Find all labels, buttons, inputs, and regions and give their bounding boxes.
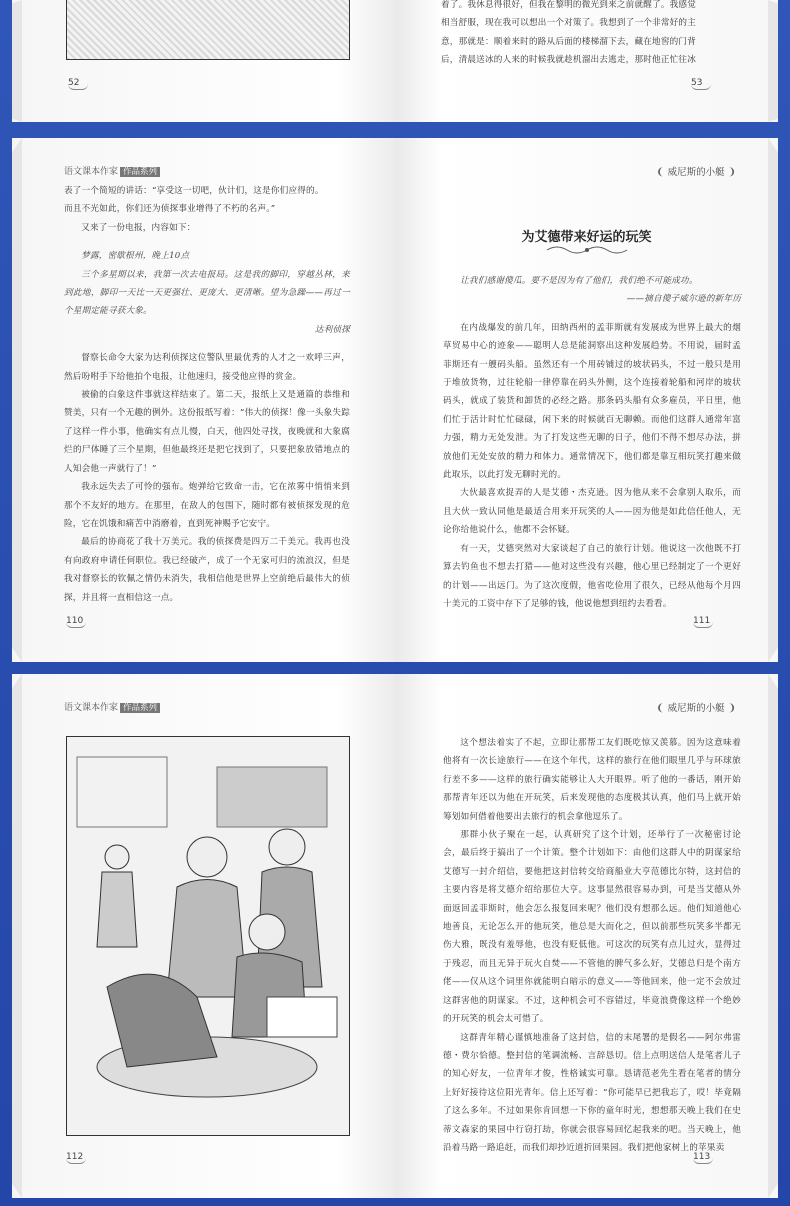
paragraph: 在内战爆发的前几年，田纳西州的孟菲斯就有发展成为世界上最大的烟草贸易中心的迹象——聪明人总是能洞察出这种发展趋势。不用说，届时孟菲斯还有一艘码头船。虽然还有一个用砖铺过的坡状码头，不过一般只是用于堆放货物，过往轮船一律停靠在码头外侧，这个连接着轮船和河岸的坡状码头，就成了装货和卸货的必经之路。那条码头船有众多雇员，平日里，他们忙于活计时忙忙碌碌，闲下来的时候就百无聊赖。而他们这群人通常年富力强，精力无处发泄。为了打发这些无聊的日子，他们不得不想尽办法，拼放他们无处安放的精力和体力。通常情况下，他们都是靠互相玩笑打趣来做此取乐，以此打发无聊时光的。 xyxy=(443,322,741,481)
page-edge xyxy=(768,674,778,1198)
series-name: 语文课本作家 xyxy=(64,703,119,713)
text-line: 而且不光如此，你们还为侦探事业增得了不朽的名声。” xyxy=(64,204,276,215)
paragraph: 有一天，艾德突然对大家谈起了自己的旅行计划。他说这一次他既不打算去钓鱼也不想去打猎——他对这些没有兴趣，他心里已经制定了一个更好的计划——出远门。为了这次度假，他省吃俭用了很久，已经从他每个月四十美元的工资中存下了足够的钱，他说他想到纽约去看看。 xyxy=(443,543,741,609)
ornament-icon: ❩ xyxy=(727,703,736,714)
book-spread-1 xyxy=(12,0,778,122)
paragraph: 督察长命令大家为达利侦探这位警队里最优秀的人才之一欢呼三声，然后吩咐手下给他拍个电报，让他速归，接受他应得的赏金。 xyxy=(64,353,350,382)
book-spread-3 xyxy=(12,674,778,1198)
running-header xyxy=(64,164,160,177)
text-line: 相当舒服，现在我可以想出一个对策了。我想到了一个非常好的主 xyxy=(441,18,697,29)
page-edge xyxy=(768,0,778,122)
page-edge xyxy=(12,0,22,122)
sketch-figures xyxy=(67,737,349,1135)
body-text xyxy=(64,182,350,607)
series-name: 语文课本作家 xyxy=(64,167,119,177)
page-113 xyxy=(395,674,778,1198)
telegram-intro: 又来了一份电报，内容如下： xyxy=(81,222,196,233)
page-number: 110 xyxy=(66,616,86,628)
page-53 xyxy=(395,0,778,122)
page-number: 111 xyxy=(693,616,713,628)
paragraph: 那群小伙子聚在一起，认真研究了这个计划，还举行了一次秘密讨论会，最后终于搞出了一个计策。整个计划如下：由他们这群人中的阴谋家给艾德写一封介绍信，要他把这封信转交给商船业大亨范德比尔特，这封信的主要内容是将艾德介绍给那位大亨。这事显然很容易办到，可是当艾德从外面返回孟菲斯时，他会怎么报复回来呢？他们没有想那么远。他们知道他心地善良，无论怎么开的他玩笑，他总是大而化之，但以前那些玩笑多半都无伤大雅，既没有羞辱他，也没有贬低他。可这次的玩笑有点儿过火，显得过于残忍，而且无异于玩火自焚——不管他的脾气多么好，艾德总归是个南方佬——仅从这个词里你就能明白暗示的意义——等他回来，他一定不会放过这群害他的阴谋家。不过，这种机会可不容错过，毕竟浪费像这样一个绝妙的开玩笑的机会太可惜了。 xyxy=(443,830,741,1025)
page-edge xyxy=(12,138,22,662)
book-spread-2 xyxy=(12,138,778,662)
telegram-heading: 梦露，密歇根州，晚上10点 xyxy=(81,251,190,262)
telegram-body: 三个多星期以来，我第一次去电报局。这是我的脚印，穿越丛林，来到此地，脚印一天比一天更强壮、更庞大、更清晰。望为急躁——再过一个星期定能寻获大象。 xyxy=(64,269,350,317)
chapter-title: 为艾德带来好运的玩笑 xyxy=(521,230,652,245)
text-line: 意，那就是：顺着来时的路从后面的楼梯溜下去，藏在地窖的门背 xyxy=(441,36,697,47)
body-text xyxy=(443,734,741,1157)
page-number: 113 xyxy=(693,1152,713,1164)
running-header xyxy=(656,700,736,714)
paragraph: 这个想法着实了不起，立即让那帮工友们既吃惊又羡慕。因为这意味着他将有一次长途旅行——在这个年代，这样的旅行在他们眼里几乎与环球旅行差不多——这样的旅行确实能够让人大开眼界。听了他的一番话，刚开始那帮青年还以为他在开玩笑，后来发现他的态度极其认真，他们马上就开始筹划如何借着他要出去旅行的机会拿他逗乐了。 xyxy=(443,738,741,822)
page-52 xyxy=(12,0,395,122)
ornament-icon: ❨ xyxy=(656,703,665,714)
illustration-bottom-crop xyxy=(66,0,350,60)
body-text xyxy=(443,272,741,613)
page-number: 52 xyxy=(68,78,88,90)
page-edge xyxy=(768,138,778,662)
paragraph: 我永远失去了可怜的强布。炮弹给它致命一击，它在浓雾中悄悄来到那个不友好的地方。在那里，在敌人的包围下，随时都有被侦探发现的危险，它在饥饿和痛苦中消磨着，直到死神赐予它安宁。 xyxy=(64,482,350,529)
book-title: 威尼斯的小艇 xyxy=(667,167,725,178)
ornament-icon: ❩ xyxy=(727,167,736,178)
text-line: 着了。我休息得很好，但我在黎明的微光到来之前就醒了。我感觉 xyxy=(441,0,697,10)
paragraph: 被偷的白象这件事就这样结束了。第二天，报纸上又是通篇的恭维和赞美，只有一个无趣的例外。这份报纸写着：“伟大的侦探！像一头象失踪了这样一件小事，他确实有点儿慢，白天，他四处寻找，夜晚就和大象腐烂的尸体睡了三个星期，但他最终还是把它找到了，只要把象放错地点的人知会他一声就行了！” xyxy=(64,390,350,474)
epigraph-source: ——摘自傻子威尔逊的新年历 xyxy=(626,294,741,305)
telegram-signature: 达利侦探 xyxy=(314,324,350,335)
series-tag: 作品系列 xyxy=(120,703,160,713)
epigraph: 让我们感谢傻瓜。要不是因为有了他们，我们绝不可能成功。 xyxy=(460,276,698,286)
paragraph: 最后的协商花了我十万美元。我的侦探费是四万二千美元。我再也没有向政府申请任何职位。我已经破产，成了一个无家可归的流浪汉，但是我对督察长的钦佩之情仍未消失，我相信他是世界上空前绝后最伟大的侦探，并且将一直相信这一点。 xyxy=(64,537,350,603)
running-header xyxy=(656,164,736,178)
series-tag: 作品系列 xyxy=(120,167,160,177)
page-edge xyxy=(12,674,22,1198)
page-number: 53 xyxy=(691,78,711,90)
page-110 xyxy=(12,138,395,662)
page-112 xyxy=(12,674,395,1198)
running-header xyxy=(64,700,160,713)
ornament-icon: ❨ xyxy=(656,167,665,178)
flourish-icon xyxy=(545,244,629,256)
paragraph: 大伙最喜欢捉弄的人是艾德・杰克逊。因为他从来不会拿别人取乐，而且大伙一致认同他是最适合用来开玩笑的人——因为他是如此信任他人，无论你给他说什么，他都不会怀疑。 xyxy=(443,488,741,536)
text-line: 后，清晨送冰的人来的时候我就趁机溜出去逃走，那时他正忙往冰 xyxy=(441,55,697,66)
text-line: 表了一个简短的讲话：“享受这一切吧，伙计们，这是你们应得的。 xyxy=(64,186,324,196)
page-number: 112 xyxy=(66,1152,86,1164)
book-title: 威尼斯的小艇 xyxy=(667,703,725,714)
illustration-office-scene xyxy=(66,736,350,1136)
body-text xyxy=(441,0,739,70)
page-111 xyxy=(395,138,778,662)
paragraph: 这群青年精心谨慎地准备了这封信，信的末尾署的是假名——阿尔弗雷德・费尔恰德。整封信的笔调流畅、言辞恳切。信上点明送信人是笔者儿子的知心好友，一位青年才俊，性格诚实可靠。恳请范老先生看在笔者的情分上好好接待这位阳光青年。信上还写着：“你可能早已把我忘了，哎！毕竟隔了这么多年。不过如果你肯回想一下你的童年时光，想想那天晚上我们在史蒂文森家的果园中行窃打劫，你就会很容易回忆起我来的吧。当天晚上，他沿着马路一路追赶，而我们却抄近道折回果园。我们把他家树上的苹果卖 xyxy=(443,1032,741,1153)
